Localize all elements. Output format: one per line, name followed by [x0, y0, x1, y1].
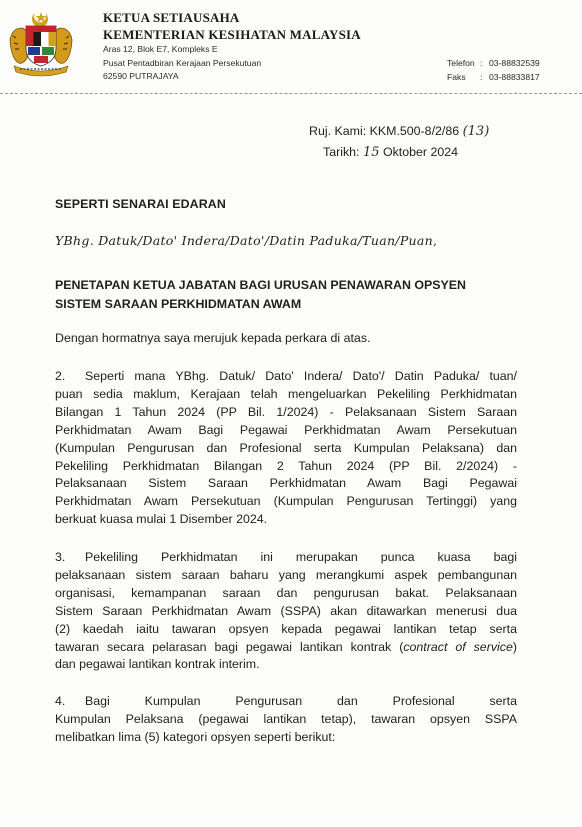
faks-value: 03-88833817 — [489, 71, 540, 82]
paragraph-line: Pekeliling Perkhidmatan Bilangan 2 Tahun 2024 (PP Bil. 2/2024) - — [55, 458, 517, 473]
faks-label: Faks — [447, 71, 466, 82]
letterhead-title-line2: KEMENTERIAN KESIHATAN MALAYSIA — [103, 27, 361, 42]
paragraph-text: tawaran secara pelarasan bagi pegawai lantikan kontrak ( — [55, 639, 404, 654]
paragraph-line: melibatkan lima (5) kategori opsyen seperti berikut: — [55, 729, 336, 744]
tarikh-day: 15 — [362, 145, 380, 160]
paragraph-text: Bagi Kumpulan Pengurusan dan Profesional serta — [85, 694, 517, 708]
paragraph-line: Bilangan 1 Tahun 2024 (PP Bil. 1/2024) - Pelaksanaan Sistem Saraan — [55, 404, 517, 419]
paragraph-text: ) — [512, 639, 518, 654]
malaysia-coat-of-arms-icon — [6, 10, 76, 78]
paragraph-number: 3. — [55, 550, 66, 564]
telefon-separator: : — [480, 58, 483, 68]
paragraph-line: berkuat kuasa mulai 1 Disember 2024. — [55, 512, 268, 527]
address-line: 62590 PUTRAJAYA — [103, 71, 179, 81]
paragraph-line: puan sedia maklum, Kerajaan telah mengeluarkan Pekeliling Perkhidmatan — [55, 386, 517, 401]
opening-line: Dengan hormatnya saya merujuk kepada perkara di atas. — [55, 331, 371, 345]
paragraph-line: pelaksanaan sistem saraan baharu yang merangkumi aspek pembangunan — [55, 567, 517, 582]
paragraph-4 — [55, 693, 517, 747]
paragraph-line: Sistem Saraan Perkhidmatan Awam (SSPA) akan ditawarkan menerusi dua — [55, 603, 517, 618]
paragraph-2 — [55, 368, 517, 529]
tarikh-rest: Oktober 2024 — [382, 145, 459, 159]
subject-line: SISTEM SARAAN PERKHIDMATAN AWAM — [55, 297, 302, 311]
letterhead-address — [103, 43, 261, 84]
faks-separator: : — [480, 71, 483, 82]
faks-row — [447, 71, 540, 85]
reference-line — [309, 121, 489, 142]
address-line: Pusat Pentadbiran Kerajaan Persekutuan — [103, 57, 262, 68]
paragraph-line: (Kumpulan Pengurusan dan Profesional serta Kumpulan Pelaksana) dan — [55, 440, 517, 455]
paragraph-line: organisasi, kemampanan saraan dan pengurusan bakat. Pelaksanaan — [55, 585, 517, 600]
paragraph-line: (2) kaedah iaitu tawaran opsyen kepada pegawai lantikan tetap serta — [55, 621, 517, 636]
reference-block — [309, 121, 489, 163]
paragraph-line: Perkhidmatan Awam Persekutuan (Kumpulan Pengurusan Tertinggi) yang — [55, 494, 517, 509]
distribution-heading: SEPERTI SENARAI EDARAN — [55, 197, 226, 211]
address-line: Aras 12, Blok E7, Kompleks E — [103, 44, 218, 54]
date-line — [309, 142, 489, 163]
telefon-label: Telefon — [447, 58, 475, 68]
tarikh-label: Tarikh: — [323, 145, 360, 159]
letterhead-title-line1: KETUA SETIAUSAHA — [103, 10, 240, 25]
paragraph-line: Pelaksanaan Sistem Saraan Perkhidmatan Awam Bagi Pegawai — [55, 476, 517, 491]
subject-heading — [55, 276, 525, 314]
paragraph-line: Perkhidmatan Awam Bagi Pegawai Perkhidmatan Awam Persekutuan — [55, 422, 517, 437]
ruj-label: Ruj. Kami: KKM.500-8/2/86 — [309, 124, 460, 138]
contract-of-service-term: contract of service — [403, 639, 513, 654]
subject-line: PENETAPAN KETUA JABATAN BAGI URUSAN PENAWARAN OPSYEN — [55, 278, 466, 292]
paragraph-text: Seperti mana YBhg. Datuk/ Dato' Indera/ Dato'/ Datin Paduka/ tuan/ — [85, 369, 517, 383]
paragraph-line — [55, 368, 517, 386]
telefon-value: 03-88832539 — [489, 58, 540, 68]
paragraph-line: dan pegawai lantikan kontrak interim. — [55, 657, 260, 672]
paragraph-line — [55, 693, 517, 711]
letterhead-title — [103, 9, 361, 43]
telefon-row — [447, 57, 540, 71]
salutation: YBhg. Datuk/Dato' Indera/Dato'/Datin Paduka/Tuan/Puan, — [55, 233, 438, 248]
paragraph-line: Kumpulan Pelaksana (pegawai lantikan tetap), tawaran opsyen SSPA — [55, 711, 517, 726]
paragraph-text: Pekeliling Perkhidmatan ini merupakan punca kuasa bagi — [85, 550, 517, 564]
letterhead-divider — [0, 93, 582, 94]
paragraph-number: 4. — [55, 694, 66, 708]
letterhead-contact — [447, 57, 540, 84]
paragraph-line — [55, 639, 517, 657]
paragraph-line — [55, 549, 517, 567]
paragraph-number: 2. — [55, 369, 66, 383]
paragraph-3 — [55, 549, 517, 674]
ruj-number: (13) — [462, 124, 490, 139]
